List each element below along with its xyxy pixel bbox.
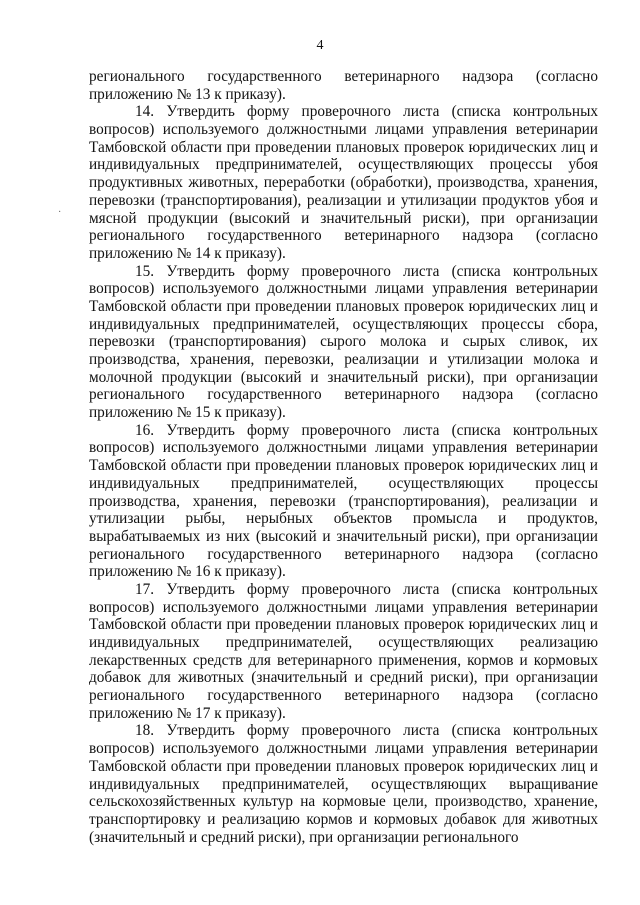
scan-mark: · (58, 207, 62, 218)
page-number: 4 (316, 38, 324, 53)
paragraph-16: 16. Утвердить форму проверочного листа (списка контрольных вопросов) используемого должностными лицами управления ветеринарии Тамбовской области при проведении плановых проверок юридических лиц и индивидуальных предпринимателей, осуществляющих процессы производства, хранения, перевозки (транспортирования), реализации и утилизации рыбы, нерыбных объектов промысла и продуктов, вырабатываемых из них (высокий и значительный риски), при организации регионального государственного ветеринарного надзора (согласно приложению № 16 к приказу). (89, 421, 598, 581)
paragraph-13-continuation: регионального государственного ветеринарного надзора (согласно приложению № 13 к приказу). (89, 68, 598, 103)
paragraph-18: 18. Утвердить форму проверочного листа (списка контрольных вопросов) используемого должностными лицами управления ветеринарии Тамбовской области при проведении плановых проверок юридических лиц и индивидуальных предпринимателей, осуществляющих выращивание сельскохозяйственных культур на кормовые цели, производство, хранение, транспортировку и реализацию кормов и кормовых добавок для животных (значительный и средний риски), при организации регионального (89, 722, 598, 846)
paragraph-15: 15. Утвердить форму проверочного листа (списка контрольных вопросов) используемого должностными лицами управления ветеринарии Тамбовской области при проведении плановых проверок юридических лиц и индивидуальных предпринимателей, осуществляющих процессы сбора, перевозки (транспортирования) сырого молока и сырых сливок, их производства, хранения, перевозки, реализации и утилизации молока и молочной продукции (высокий и значительный риски), при организации регионального государственного ветеринарного надзора (согласно приложению № 15 к приказу). (89, 262, 598, 422)
paragraph-14: 14. Утвердить форму проверочного листа (списка контрольных вопросов) используемого должностными лицами управления ветеринарии Тамбовской области при проведении плановых проверок юридических лиц и индивидуальных предпринимателей, осуществляющих процессы убоя продуктивных животных, переработки (обработки), производства, хранения, перевозки (транспортирования), реализации и утилизации продуктов убоя и мясной продукции (высокий и значительный риски), при организации регионального государственного ветеринарного надзора (согласно приложению № 14 к приказу). (89, 103, 598, 262)
paragraph-17: 17. Утвердить форму проверочного листа (списка контрольных вопросов) используемого должностными лицами управления ветеринарии Тамбовской области при проведении плановых проверок юридических лиц и индивидуальных предпринимателей, осуществляющих реализацию лекарственных средств для ветеринарного применения, кормов и кормовых добавок для животных (значительный и средний риски), при организации регионального государственного ветеринарного надзора (согласно приложению № 17 к приказу). (89, 580, 598, 722)
document-body (89, 68, 598, 846)
